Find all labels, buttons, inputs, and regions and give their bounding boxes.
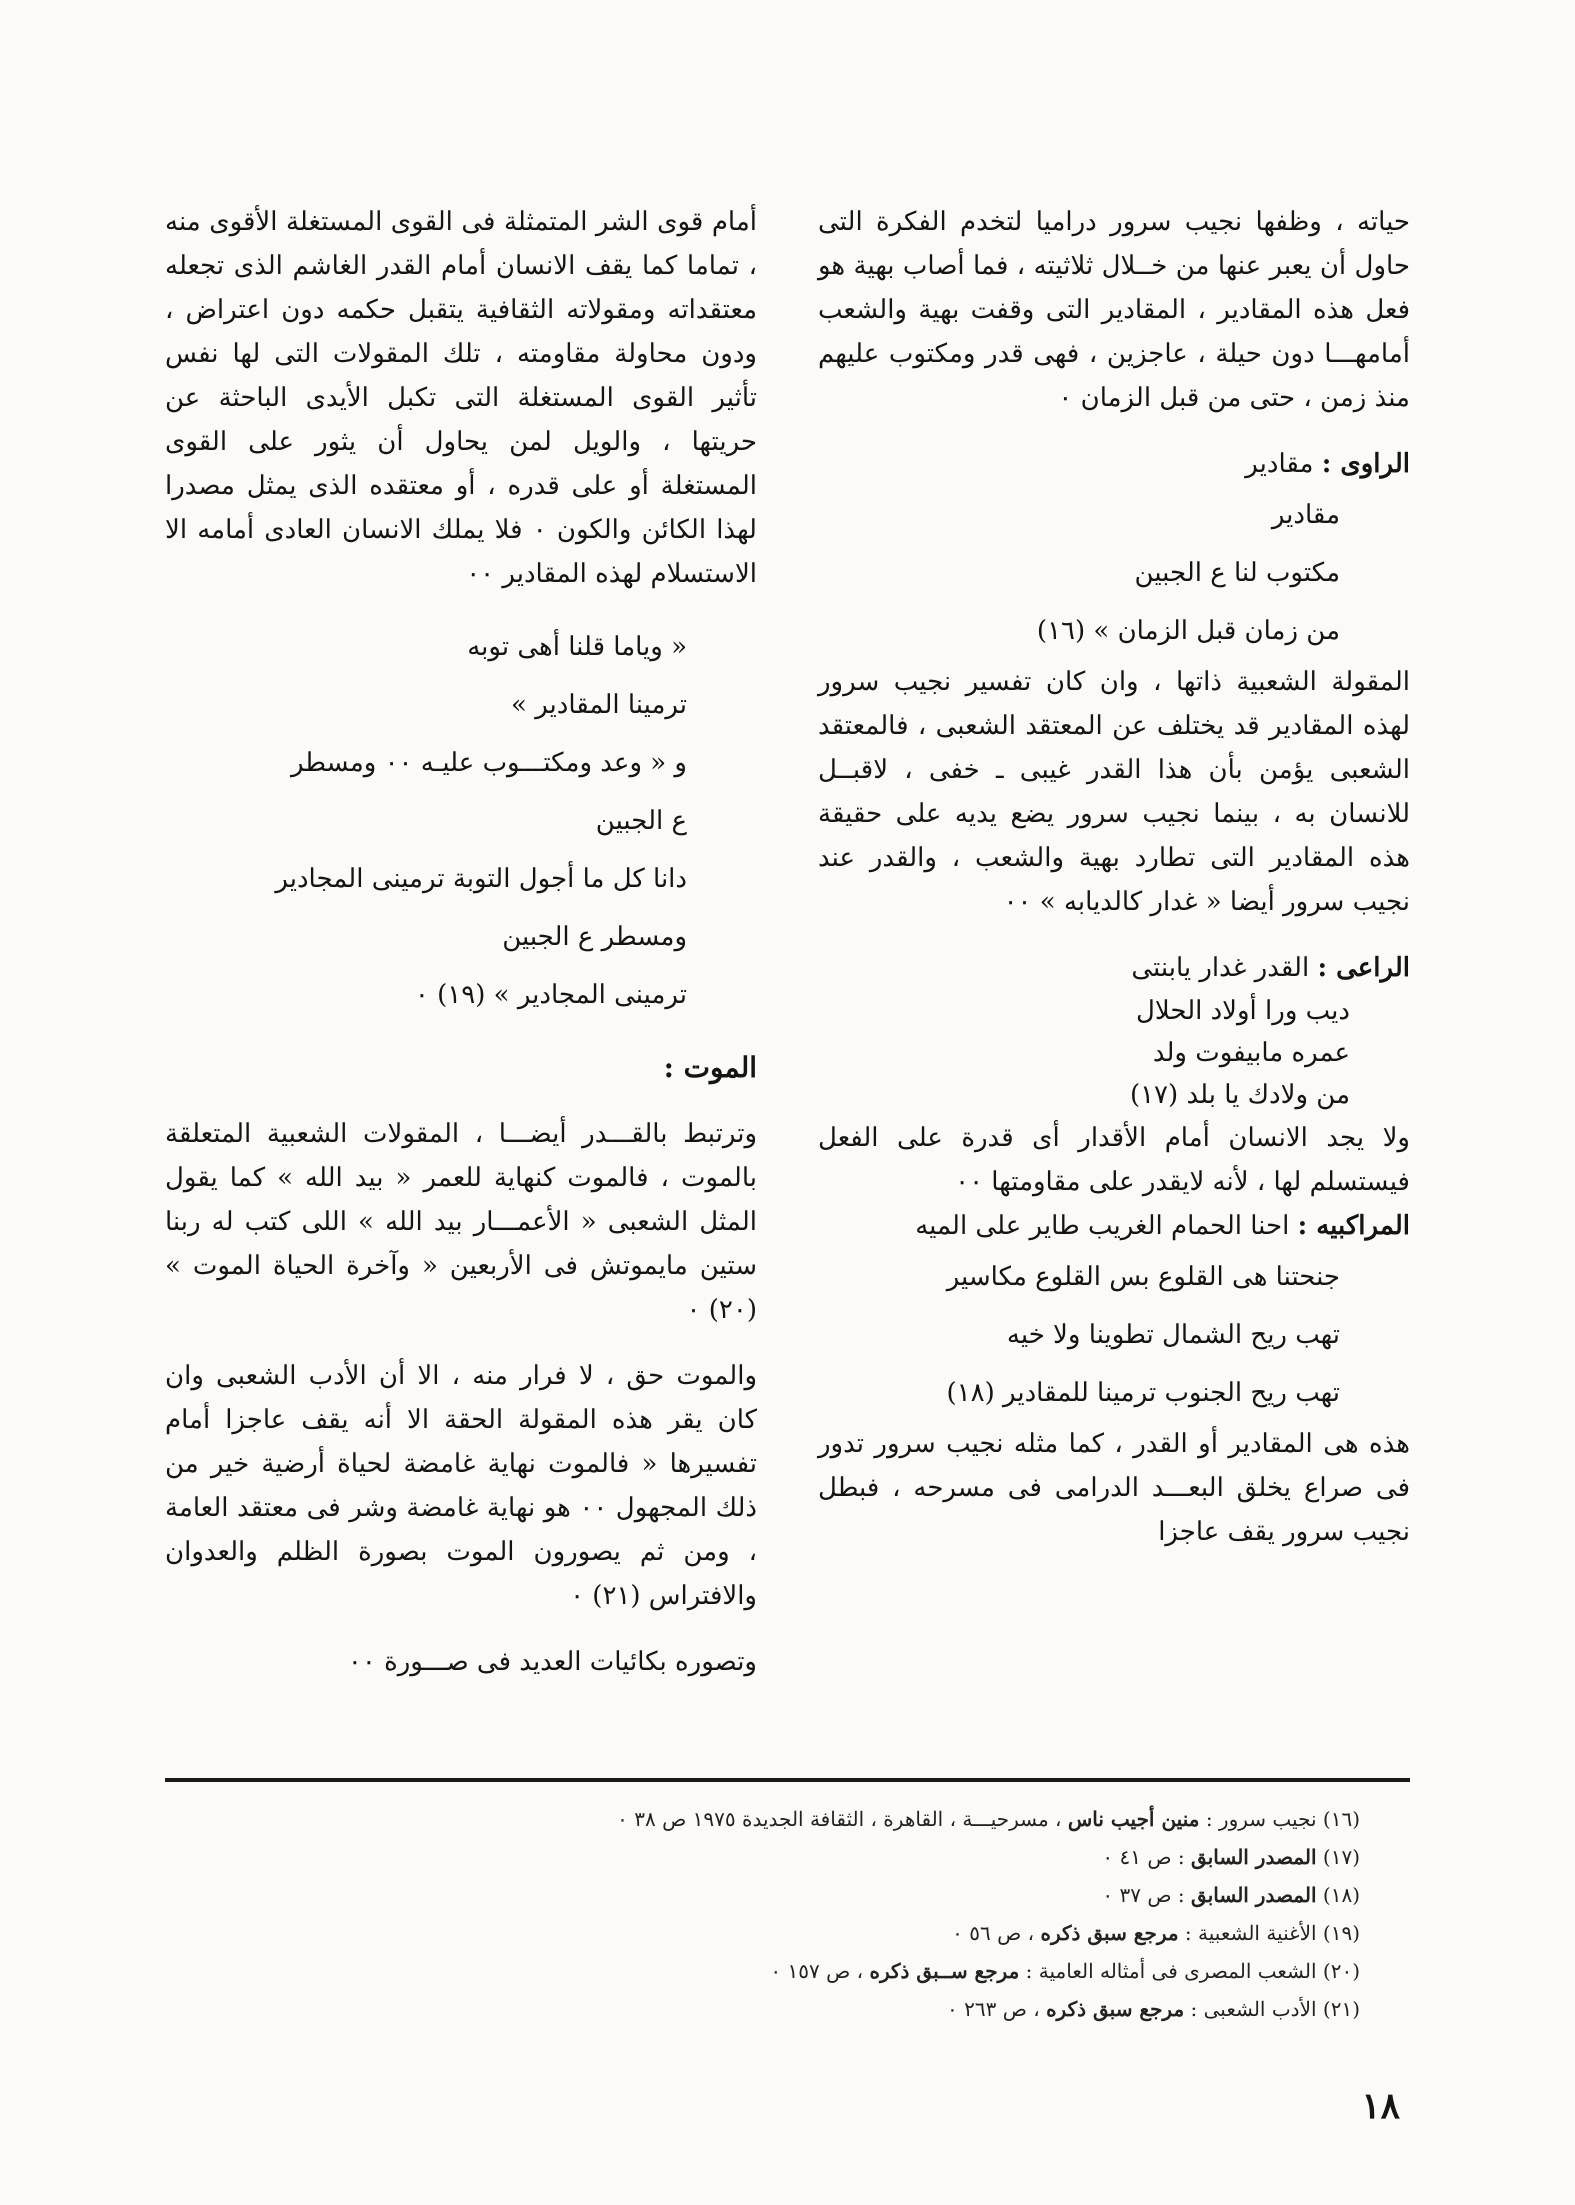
verse-line: من زمان قبل الزمان » (١٦) — [1036, 616, 1340, 646]
verse-line: دانا كل ما أجول التوبة ترمينى المجادير — [275, 864, 687, 894]
left-column — [165, 200, 757, 1684]
right-column — [818, 200, 1410, 1554]
verse-block — [818, 1248, 1410, 1422]
footnote: (١٩) الأغنية الشعبية : مرجع سبق ذكره ، ص ٥٦ ٠ — [952, 1921, 1360, 1945]
verse-block — [818, 990, 1410, 1116]
footnotes — [210, 1800, 1360, 2028]
verse-line: ديب ورا أولاد الحلال — [1136, 996, 1350, 1026]
paragraph: ولا يجد الانسان أمام الأقدار أى قدرة على الفعل فيستسلم لها ، لأنه لايقدر على مقاومتها ٠٠ — [818, 1123, 1410, 1197]
paragraph: المقولة الشعبية ذاتها ، وان كان تفسير نجيب سرور لهذه المقادير قد يختلف عن المعتقد الشعبى ، فالمعتقد الشعبى يؤمن بأن هذا القدر غيبى ـ خفى ، لاقبــل للانسان به ، بينما نجيب سرور يضع يديه على حقيقة هذه المقادير التى تطارد بهية والشعب ، والقدر عند نجيب سرور أيضا « غدار كالديابه » ٠٠ — [818, 667, 1410, 917]
verse-line: مقادير — [1271, 500, 1340, 530]
verse-line: تهب ريح الشمال تطوينا ولا خيه — [1006, 1320, 1340, 1350]
verse-line: تهب ريح الجنوب ترمينا للمقادير (١٨) — [946, 1378, 1340, 1408]
footnote-divider — [165, 1778, 1410, 1782]
paragraph: وترتبط بالقـــدر أيضـــا ، المقولات الشعبية المتعلقة بالموت ، فالموت كنهاية للعمر « بيد الله » كما يقول المثل الشعبى « الأعمـــار بيد الله » اللى كتب له ربنا ستين مايموتش فى الأربعين « وآخرة الحياة الموت » (٢٠) ٠ — [165, 1119, 757, 1325]
speaker-label: المراكبيه : — [1297, 1211, 1410, 1241]
speaker-label: الراعى : — [1317, 953, 1410, 983]
speaker-label: الراوى : — [1321, 449, 1410, 479]
verse-line: و « وعد ومكتـــوب عليـه ٠٠ ومسطر — [290, 748, 687, 778]
verse-line: « وياما قلنا أهى توبه — [467, 632, 687, 662]
verse-line: جنحتنا هى القلوع بس القلوع مكاسير — [946, 1262, 1340, 1292]
verse-line: ترمينا المقادير » — [511, 690, 687, 720]
verse-line: من ولادك يا بلد (١٧) — [1129, 1080, 1350, 1110]
footnote: (١٨) المصدر السابق : ص ٣٧ ٠ — [1102, 1883, 1360, 1907]
verse-line: مكتوب لنا ع الجبين — [1134, 558, 1340, 588]
paragraph: حياته ، وظفها نجيب سرور دراميا لتخدم الفكرة التى حاول أن يعبر عنها من خــلال ثلاثيته ، فما أصاب بهية هو فعل هذه المقادير ، المقادير التى وقفت بهية والشعب أمامهـــا دون حيلة ، عاجزين ، فهى قدر ومكتوب عليهم منذ زمن ، حتى من قبل الزمان ٠ — [818, 207, 1410, 413]
verse-line: عمره مابيفوت ولد — [1152, 1038, 1350, 1068]
paragraph: وتصوره بكائيات العديد فى صـــورة ٠٠ — [347, 1647, 757, 1677]
paragraph: والموت حق ، لا فرار منه ، الا أن الأدب الشعبى وان كان يقر هذه المقولة الحقة الا أنه يقف عاجزا أمام تفسيرها « فالموت نهاية غامضة لحياة أرضية خير من ذلك المجهول ٠٠ هو نهاية غامضة وشر فى معتقد العامة ، ومن ثم يصورون الموت بصورة الظلم والعدوان والافتراس (٢١) ٠ — [165, 1361, 757, 1611]
verse-block — [818, 486, 1410, 660]
page-number: ١٨ — [1361, 2085, 1400, 2127]
section-heading: الموت : — [663, 1051, 757, 1084]
verse-line: ومسطر ع الجبين — [502, 922, 687, 952]
footnote: (٢١) الأدب الشعبى : مرجع سبق ذكره ، ص ٢٦٣ ٠ — [947, 1997, 1360, 2021]
shepherd-line: الراعى : القدر غدار يابنتى — [1131, 953, 1410, 983]
verse-line: ترمينى المجادير » (١٩) ٠ — [414, 980, 687, 1010]
narrator-line: الراوى : مقادير — [1245, 449, 1410, 479]
footnote: (١٧) المصدر السابق : ص ٤١ ٠ — [1102, 1845, 1360, 1869]
footnote: (٢٠) الشعب المصرى فى أمثاله العامية : مرجع ســبق ذكره ، ص ١٥٧ ٠ — [770, 1959, 1360, 1983]
verse-line: ع الجبين — [595, 806, 687, 836]
footnote: (١٦) نجيب سرور : منين أجيب ناس ، مسرحيـــة ، القاهرة ، الثقافة الجديدة ١٩٧٥ ص ٣٨ ٠ — [617, 1807, 1360, 1831]
paragraph: هذه هى المقادير أو القدر ، كما مثله نجيب سرور تدور فى صراع يخلق البعـــد الدرامى فى مسرحه ، فبطل نجيب سرور يقف عاجزا — [818, 1429, 1410, 1547]
paragraph: أمام قوى الشر المتمثلة فى القوى المستغلة الأقوى منه ، تماما كما يقف الانسان أمام القدر الغاشم الذى تجعله معتقداته ومقولاته الثقافية يتقبل حكمه دون اعتراض ، ودون محاولة مقاومته ، تلك المقولات التى لها نفس تأثير القوى المستغلة التى تكبل الأيدى الباحثة عن حريتها ، والويل لمن يحاول أن يثور على القوى المستغلة أو على قدره ، أو معتقده الذى يمثل مصدرا لهذا الكائن والكون ٠ فلا يملك الانسان العادى أمامه الا الاستسلام لهذه المقادير ٠٠ — [165, 207, 757, 589]
verse-block — [165, 618, 757, 1024]
sailors-line: المراكبيه : احنا الحمام الغريب طاير على الميه — [915, 1211, 1410, 1241]
